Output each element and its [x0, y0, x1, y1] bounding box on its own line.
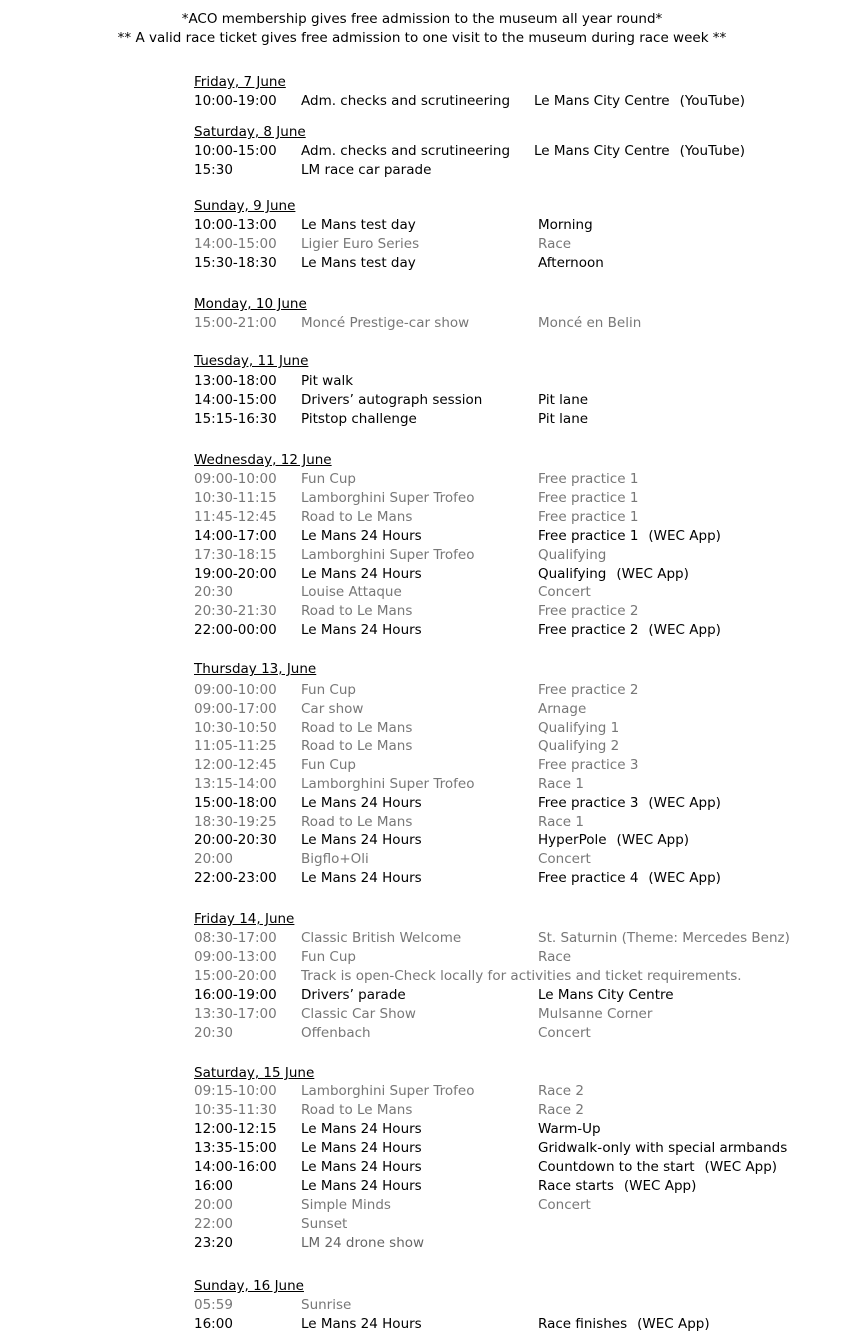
event-location: Free practice 3	[538, 757, 639, 774]
event-location: Afternoon	[538, 255, 604, 271]
event-details	[538, 1025, 591, 1041]
event-time: 10:30-10:50	[194, 719, 277, 736]
event-details	[538, 1140, 787, 1156]
event-location: Race	[538, 949, 572, 965]
event-time: 16:00	[194, 1316, 233, 1332]
event-name: Le Mans test day	[301, 255, 416, 271]
event-location: Race starts	[538, 1178, 614, 1194]
event-details	[538, 490, 638, 506]
event-name: Le Mans test day	[301, 217, 416, 233]
schedule-row	[0, 509, 844, 528]
event-time: 13:35-15:00	[194, 1140, 277, 1156]
event-name: Le Mans 24 Hours	[301, 622, 422, 639]
event-time: 15:00-20:00	[194, 968, 277, 984]
event-name: Le Mans 24 Hours	[301, 870, 422, 886]
schedule-row	[0, 1121, 844, 1140]
event-name: Road to Le Mans	[301, 738, 413, 755]
day-header: Thursday 13, June	[194, 661, 317, 677]
event-time: 17:30-18:15	[194, 546, 277, 563]
event-details	[534, 143, 745, 159]
schedule-row	[0, 1316, 844, 1335]
event-location: Countdown to the start	[538, 1159, 695, 1175]
event-time: 15:00-21:00	[194, 315, 277, 331]
event-details	[538, 757, 638, 773]
event-name: Classic British Welcome	[301, 930, 462, 946]
event-location: Race	[538, 236, 572, 252]
event-details	[538, 701, 586, 717]
event-time: 14:00-17:00	[194, 527, 277, 544]
event-name: Le Mans 24 Hours	[301, 1178, 422, 1194]
schedule-row	[0, 217, 844, 236]
event-location: Le Mans City Centre	[538, 987, 674, 1003]
event-time: 09:00-10:00	[194, 471, 277, 487]
event-name: Le Mans 24 Hours	[301, 527, 422, 544]
event-details	[538, 738, 619, 754]
event-details	[538, 776, 584, 792]
broadcast-channel: (YouTube)	[679, 93, 746, 109]
day-header: Tuesday, 11 June	[194, 353, 309, 369]
event-location: Free practice 2	[538, 682, 639, 698]
event-time: 12:00-12:15	[194, 1121, 277, 1137]
event-time: 05:59	[194, 1297, 233, 1313]
event-name: Le Mans 24 Hours	[301, 1159, 422, 1175]
event-name: Offenbach	[301, 1025, 371, 1041]
schedule-row	[0, 622, 844, 641]
event-location: Le Mans City Centre	[534, 143, 670, 159]
event-details	[538, 1006, 652, 1022]
event-details	[538, 930, 790, 946]
event-time: 10:00-19:00	[194, 93, 277, 109]
schedule-row	[0, 93, 844, 112]
schedule-row	[0, 1297, 844, 1316]
event-name: Moncé Prestige-car show	[301, 315, 470, 331]
event-details	[538, 1159, 777, 1175]
schedule-row	[0, 757, 844, 776]
event-name: Ligier Euro Series	[301, 236, 420, 252]
schedule-row	[0, 682, 844, 701]
event-details	[538, 622, 721, 638]
event-details	[538, 411, 588, 427]
event-name: Lamborghini Super Trofeo	[301, 489, 475, 506]
event-time: 15:15-16:30	[194, 411, 277, 427]
schedule-row	[0, 528, 844, 547]
broadcast-channel: (WEC App)	[616, 565, 689, 582]
event-details	[538, 814, 584, 830]
event-name: Drivers’ parade	[301, 987, 406, 1003]
schedule-row	[0, 603, 844, 622]
event-time: 20:00	[194, 851, 233, 868]
event-details	[538, 509, 638, 525]
broadcast-channel: (WEC App)	[616, 832, 690, 849]
event-time: 14:00-16:00	[194, 1159, 277, 1175]
schedule-row	[0, 814, 844, 833]
schedule-row	[0, 795, 844, 814]
museum-note-2: ** A valid race ticket gives free admission to one visit to the museum during race week **	[117, 30, 727, 46]
schedule-row	[0, 373, 844, 392]
event-location: Race 2	[538, 1083, 584, 1099]
event-location: Concert	[538, 1197, 591, 1213]
schedule-row	[0, 1216, 844, 1235]
event-location: Race 2	[538, 1102, 584, 1118]
schedule-row	[0, 392, 844, 411]
event-name: Le Mans 24 Hours	[301, 1316, 422, 1332]
event-time: 16:00	[194, 1178, 233, 1194]
event-name: Sunrise	[301, 1297, 352, 1313]
event-time: 08:30-17:00	[194, 930, 277, 946]
schedule-row	[0, 411, 844, 430]
event-details	[538, 851, 591, 867]
event-details	[538, 987, 674, 1003]
schedule-row	[0, 255, 844, 274]
event-details	[538, 1083, 584, 1099]
event-location: St. Saturnin (Theme: Mercedes Benz)	[538, 930, 790, 946]
event-name: Louise Attaque	[301, 584, 402, 601]
event-name: Fun Cup	[301, 949, 356, 965]
broadcast-channel: (WEC App)	[648, 527, 721, 544]
event-time: 20:30-21:30	[194, 603, 277, 620]
event-location: Free practice 3	[538, 794, 639, 811]
event-time: 23:20	[194, 1235, 233, 1251]
event-location: Warm-Up	[538, 1121, 601, 1137]
event-details	[538, 832, 689, 848]
event-details	[538, 217, 593, 233]
schedule-row	[0, 776, 844, 795]
schedule-row	[0, 1102, 844, 1121]
event-time: 15:00-18:00	[194, 794, 277, 811]
event-location: Pit lane	[538, 392, 589, 408]
schedule-row	[0, 1235, 844, 1254]
event-location: Qualifying	[538, 546, 607, 563]
event-location: HyperPole	[538, 832, 607, 849]
event-time: 12:00-12:45	[194, 757, 277, 774]
event-name: Road to Le Mans	[301, 719, 413, 736]
event-location: Free practice 1	[538, 489, 639, 506]
event-name: Pit walk	[301, 373, 354, 389]
event-name: Lamborghini Super Trofeo	[301, 1083, 475, 1099]
event-details	[538, 870, 721, 886]
event-details	[538, 471, 638, 487]
schedule-row	[0, 162, 844, 181]
event-time: 20:30	[194, 584, 233, 601]
broadcast-channel: (WEC App)	[648, 870, 721, 886]
event-details	[538, 315, 641, 331]
event-name: Simple Minds	[301, 1197, 391, 1213]
day-header: Saturday, 8 June	[194, 124, 306, 140]
event-time: 20:00	[194, 1197, 233, 1213]
event-time: 18:30-19:25	[194, 813, 277, 830]
event-location: Gridwalk-only with special armbands	[538, 1140, 788, 1156]
schedule-row	[0, 584, 844, 603]
event-details	[538, 236, 571, 252]
schedule-row	[0, 930, 844, 949]
event-location: Race finishes	[538, 1316, 628, 1332]
day-header: Friday, 7 June	[194, 74, 286, 90]
museum-note-1: *ACO membership gives free admission to the museum all year round*	[181, 11, 663, 27]
event-details	[538, 528, 721, 544]
event-time: 14:00-15:00	[194, 236, 277, 252]
event-details	[538, 720, 619, 736]
event-location: Mulsanne Corner	[538, 1006, 653, 1022]
event-time: 09:15-10:00	[194, 1083, 277, 1099]
event-location: Free practice 1	[538, 508, 639, 525]
event-details	[538, 392, 588, 408]
schedule-row	[0, 1025, 844, 1044]
event-details	[538, 1121, 601, 1137]
event-name: Road to Le Mans	[301, 813, 413, 830]
schedule-row	[0, 1140, 844, 1159]
event-details	[538, 255, 604, 271]
day-header: Saturday, 15 June	[194, 1065, 315, 1081]
event-name: Sunset	[301, 1216, 348, 1232]
event-location: Concert	[538, 1025, 591, 1041]
schedule-row	[0, 949, 844, 968]
event-name: Le Mans 24 Hours	[301, 832, 422, 849]
schedule-row	[0, 987, 844, 1006]
event-time: 20:30	[194, 1025, 233, 1041]
event-time: 19:00-20:00	[194, 565, 277, 582]
event-location: Free practice 4	[538, 870, 639, 886]
schedule-row	[0, 1159, 844, 1178]
event-location: Race 1	[538, 813, 584, 830]
broadcast-channel: (YouTube)	[679, 143, 746, 159]
schedule-row	[0, 315, 844, 334]
broadcast-channel: (WEC App)	[648, 794, 721, 811]
event-time: 09:00-10:00	[194, 682, 277, 698]
event-location: Free practice 1	[538, 527, 639, 544]
event-time: 16:00-19:00	[194, 987, 277, 1003]
event-name: Road to Le Mans	[301, 1102, 413, 1118]
event-location: Qualifying 1	[538, 719, 620, 736]
event-time: 10:00-15:00	[194, 143, 277, 159]
event-time: 13:00-18:00	[194, 373, 277, 389]
event-name: Road to Le Mans	[301, 508, 413, 525]
schedule-row	[0, 701, 844, 720]
schedule-row	[0, 832, 844, 851]
event-location: Free practice 1	[538, 471, 639, 487]
event-location: Moncé en Belin	[538, 315, 642, 331]
event-location: Free practice 2	[538, 622, 639, 639]
event-name: LM 24 drone show	[301, 1235, 425, 1251]
event-time: 10:30-11:15	[194, 489, 277, 506]
event-time: 09:00-13:00	[194, 949, 277, 965]
schedule-row	[0, 1178, 844, 1197]
event-location: Arnage	[538, 700, 587, 717]
event-details	[538, 682, 638, 698]
event-name: Fun Cup	[301, 757, 356, 774]
event-time: 11:45-12:45	[194, 508, 277, 525]
event-location: Pit lane	[538, 411, 589, 427]
event-details	[538, 1316, 710, 1332]
event-details	[538, 547, 606, 563]
schedule-row	[0, 566, 844, 585]
event-location: Qualifying	[538, 565, 607, 582]
event-location: Le Mans City Centre	[534, 93, 670, 109]
schedule-row	[0, 236, 844, 255]
broadcast-channel: (WEC App)	[623, 1178, 697, 1194]
schedule-row	[0, 547, 844, 566]
schedule-row	[0, 720, 844, 739]
event-location: Free practice 2	[538, 603, 639, 620]
event-details	[538, 949, 571, 965]
schedule-row	[0, 1197, 844, 1216]
event-time: 14:00-15:00	[194, 392, 277, 408]
event-name: Pitstop challenge	[301, 411, 417, 427]
event-name: LM race car parade	[301, 162, 432, 178]
event-name: Classic Car Show	[301, 1006, 416, 1022]
event-name: Bigflo+Oli	[301, 851, 369, 868]
event-time: 15:30-18:30	[194, 255, 277, 271]
event-location: Morning	[538, 217, 593, 233]
event-name: Lamborghini Super Trofeo	[301, 776, 475, 792]
event-time: 22:00	[194, 1216, 233, 1232]
schedule-row	[0, 490, 844, 509]
event-name: Adm. checks and scrutineering	[301, 93, 511, 109]
event-name: Track is open-Check locally for activities and ticket requirements.	[301, 968, 742, 984]
day-header: Wednesday, 12 June	[194, 452, 332, 468]
event-details	[538, 1197, 591, 1213]
event-details	[538, 603, 638, 619]
day-header: Sunday, 16 June	[194, 1278, 304, 1294]
event-details	[538, 1178, 696, 1194]
schedule-row	[0, 851, 844, 870]
schedule-row	[0, 738, 844, 757]
event-name: Drivers’ autograph session	[301, 392, 483, 408]
event-name: Le Mans 24 Hours	[301, 1140, 422, 1156]
event-time: 22:00-23:00	[194, 870, 277, 886]
event-details	[538, 584, 591, 600]
schedule-row	[0, 1083, 844, 1102]
event-time: 15:30	[194, 162, 233, 178]
broadcast-channel: (WEC App)	[648, 622, 721, 639]
event-time: 20:00-20:30	[194, 832, 277, 849]
schedule-row	[0, 143, 844, 162]
day-header: Friday 14, June	[194, 911, 295, 927]
event-time: 13:15-14:00	[194, 776, 277, 792]
event-location: Race 1	[538, 776, 584, 792]
event-name: Le Mans 24 Hours	[301, 794, 422, 811]
day-header: Monday, 10 June	[194, 296, 307, 312]
event-name: Car show	[301, 700, 364, 717]
broadcast-channel: (WEC App)	[637, 1316, 710, 1332]
event-name: Fun Cup	[301, 471, 356, 487]
event-name: Lamborghini Super Trofeo	[301, 546, 475, 563]
event-time: 10:00-13:00	[194, 217, 277, 233]
schedule-row	[0, 968, 844, 987]
event-details	[534, 93, 745, 109]
broadcast-channel: (WEC App)	[704, 1159, 778, 1175]
schedule-row	[0, 870, 844, 889]
schedule-row	[0, 471, 844, 490]
event-name: Road to Le Mans	[301, 603, 413, 620]
event-details	[538, 1102, 584, 1118]
event-time: 09:00-17:00	[194, 700, 277, 717]
schedule-row	[0, 1006, 844, 1025]
day-header: Sunday, 9 June	[194, 198, 296, 214]
event-details	[538, 566, 689, 582]
event-name: Fun Cup	[301, 682, 356, 698]
event-location: Concert	[538, 851, 591, 868]
event-time: 13:30-17:00	[194, 1006, 277, 1022]
event-location: Concert	[538, 584, 591, 601]
event-time: 11:05-11:25	[194, 738, 277, 755]
event-details	[538, 795, 721, 811]
event-location: Qualifying 2	[538, 738, 620, 755]
event-time: 10:35-11:30	[194, 1102, 277, 1118]
event-name: Adm. checks and scrutineering	[301, 143, 511, 159]
event-time: 22:00-00:00	[194, 622, 277, 639]
event-name: Le Mans 24 Hours	[301, 1121, 422, 1137]
event-name: Le Mans 24 Hours	[301, 565, 422, 582]
